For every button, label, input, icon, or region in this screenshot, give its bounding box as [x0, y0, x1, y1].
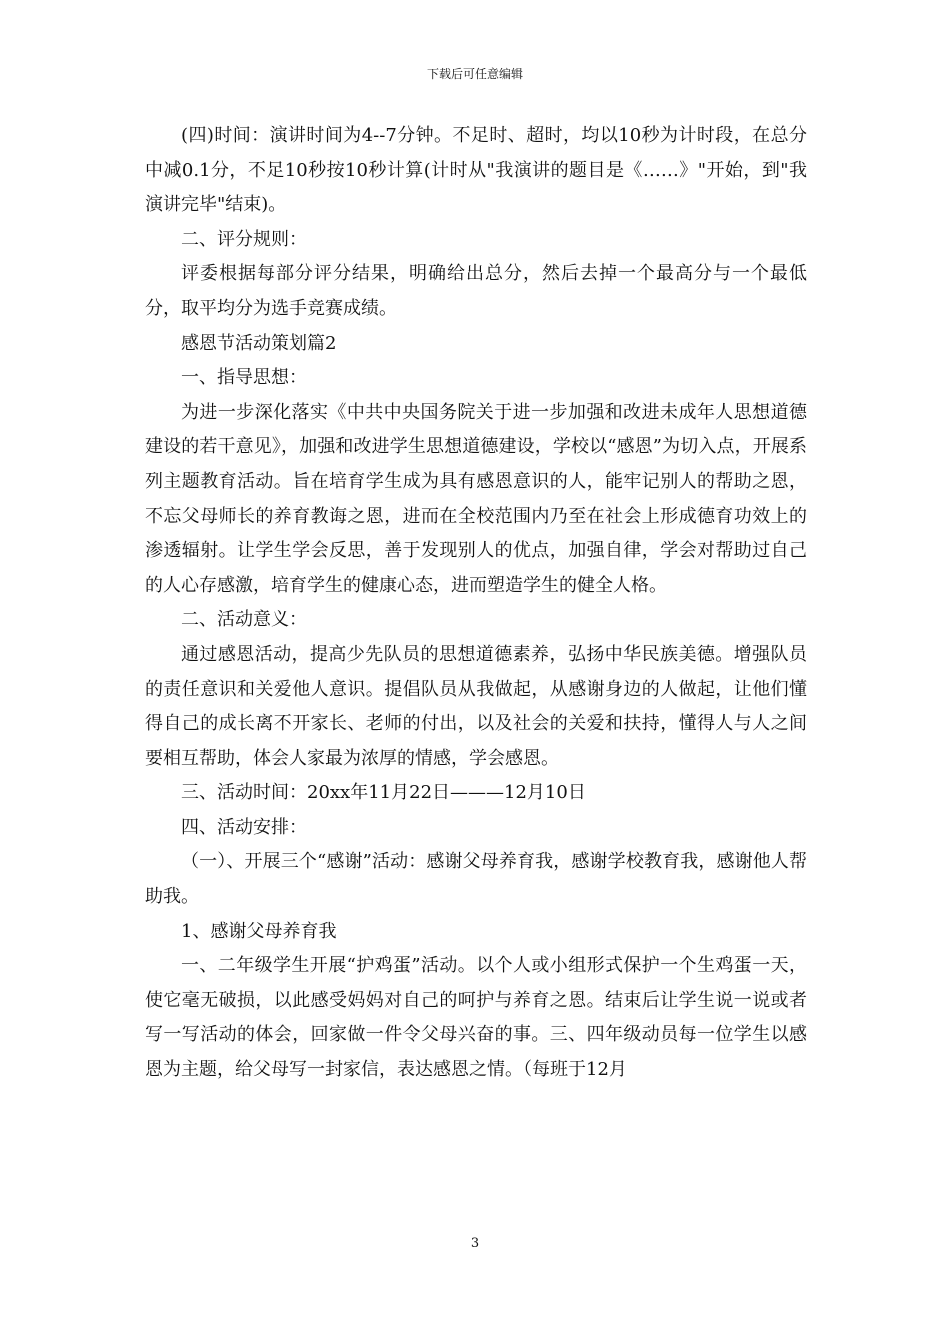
- heading-activity-arrangement: 四、活动安排：: [181, 816, 307, 838]
- heading-scoring-rules: 二、评分规则：: [181, 228, 307, 250]
- page-header: [0, 66, 950, 82]
- heading-guiding-thought: 一、指导思想：: [181, 367, 307, 389]
- page-number: 3: [470, 1236, 480, 1251]
- heading-activity-time: 三、活动时间：20xx年11月22日———12月10日: [181, 782, 586, 804]
- document-body: [145, 119, 807, 1088]
- paragraph-time-rule: (四)时间：演讲时间为4--7分钟。不足时、超时，均以10秒为计时段，在总分中减0.1分，不足10秒按10秒计算(计时从"我演讲的题目是《……》"开始，到"我演讲完毕"结束)。: [145, 125, 807, 216]
- heading-thank-parents: 1、感谢父母养育我: [181, 920, 337, 942]
- section-title: 感恩节活动策划篇2: [181, 332, 337, 354]
- paragraph-thank-parents: 一、二年级学生开展“护鸡蛋”活动。以个人或小组形式保护一个生鸡蛋一天，使它毫无破损，以此感受妈妈对自己的呵护与养育之恩。结束后让学生说一说或者写一写活动的体会，回家做一件令父母兴奋的事。三、四年级动员每一位学生以感恩为主题，给父母写一封家信，表达感恩之情。（每班于12月: [145, 955, 807, 1081]
- header-text: 下载后可任意编辑: [426, 67, 523, 81]
- page-footer: [0, 1236, 950, 1252]
- heading-activity-meaning: 二、活动意义：: [181, 609, 307, 631]
- paragraph-three-thanks: （一）、开展三个“感谢”活动：感谢父母养育我，感谢学校教育我，感谢他人帮助我。: [145, 851, 807, 908]
- paragraph-guiding-thought: 为进一步深化落实《中共中央国务院关于进一步加强和改进未成年人思想道德建设的若干意见》，加强和改进学生思想道德建设，学校以“感恩”为切入点，开展系列主题教育活动。旨在培育学生成为具有感恩意识的人，能牢记别人的帮助之恩，不忘父母师长的养育教诲之恩，进而在全校范围内乃至在社会上形成德育功效上的渗透辐射。让学生学会反思，善于发现别人的优点，加强自律，学会对帮助过自己的人心存感激，培育学生的健康心态，进而塑造学生的健全人格。: [145, 401, 807, 596]
- paragraph-scoring: 评委根据每部分评分结果，明确给出总分，然后去掉一个最高分与一个最低分，取平均分为选手竞赛成绩。: [145, 263, 807, 319]
- paragraph-activity-meaning: 通过感恩活动，提高少先队员的思想道德素养，弘扬中华民族美德。增强队员的责任意识和关爱他人意识。提倡队员从我做起，从感谢身边的人做起，让他们懂得自己的成长离不开家长、老师的付出，以及社会的关爱和扶持，懂得人与人之间要相互帮助，体会人家最为浓厚的情感，学会感恩。: [145, 643, 807, 769]
